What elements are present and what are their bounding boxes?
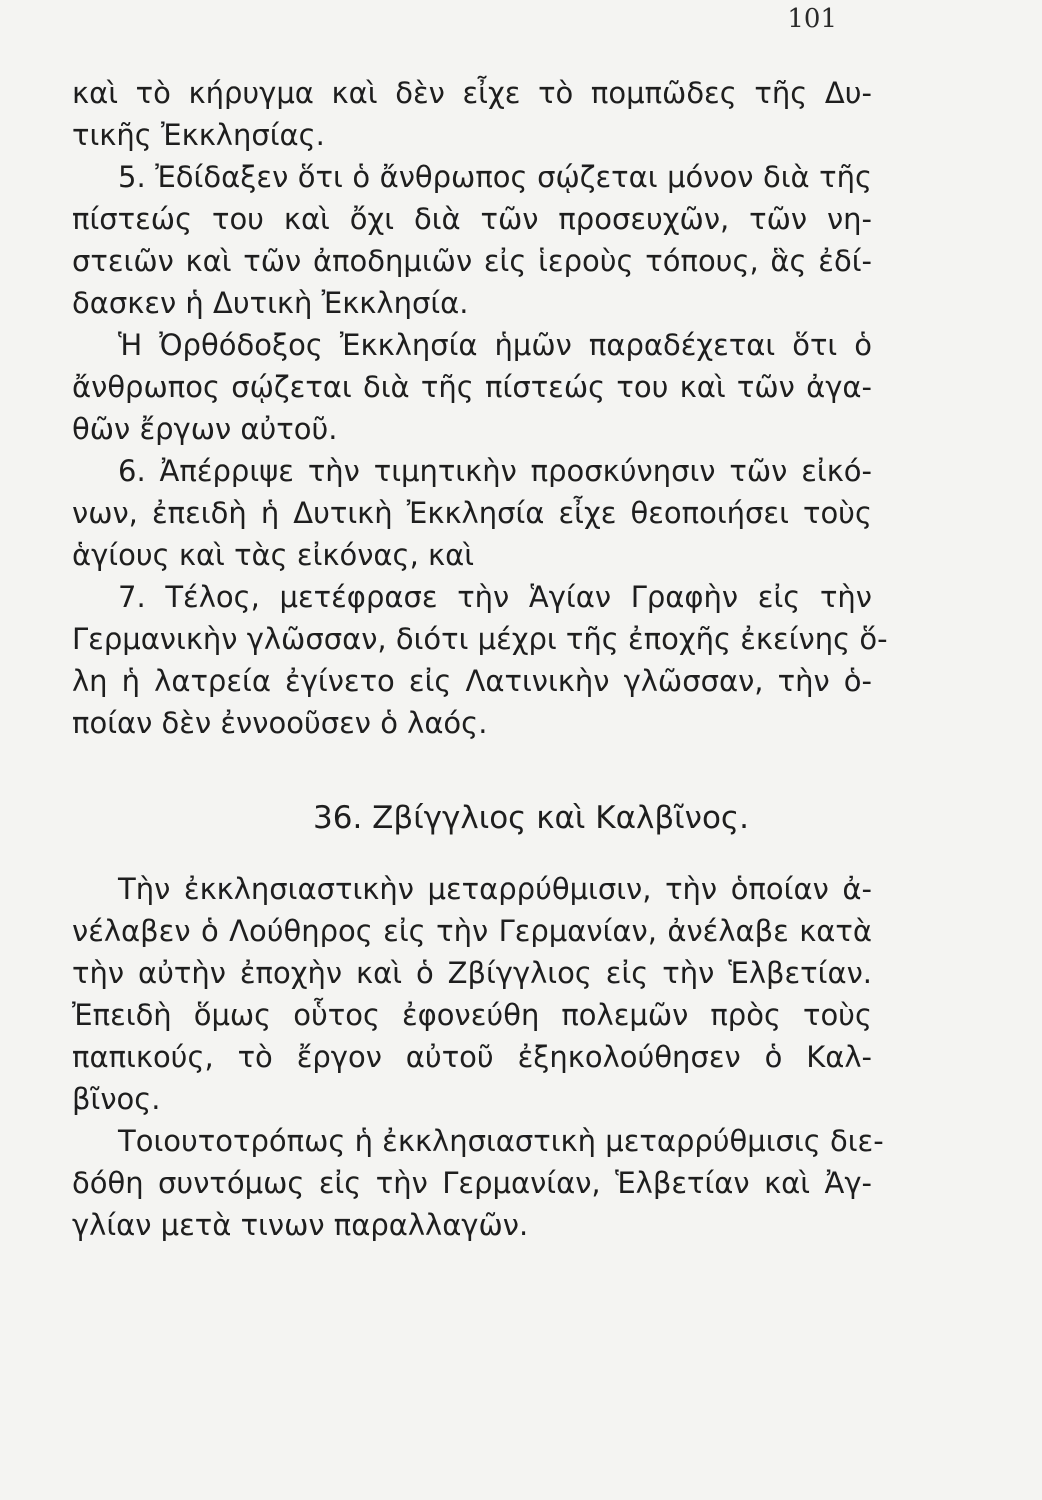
text-line: στειῶν καὶ τῶν ἀποδημιῶν εἰς ἱεροὺς τόπους, ἃς ἐδί- [72, 244, 872, 278]
text-line: Ἡ Ὀρθόδοξος Ἐκκλησία ἡμῶν παραδέχεται ὅτι ὁ [118, 328, 872, 362]
text-line: γλίαν μετὰ τινων παραλλαγῶν. [72, 1208, 529, 1242]
text-line: Γερμανικὴν γλῶσσαν, διότι μέχρι τῆς ἐποχῆς ἐκείνης ὅ- [72, 622, 888, 656]
text-line: λη ἡ λατρεία ἐγίνετο εἰς Λατινικὴν γλῶσσαν, τὴν ὁ- [72, 664, 872, 698]
text-line: τὴν αὐτὴν ἐποχὴν καὶ ὁ Ζβίγγλιος εἰς τὴν Ἑλβετίαν. [72, 956, 872, 990]
text-line: 5. Ἐδίδαξεν ὅτι ὁ ἄνθρωπος σῴζεται μόνον διὰ τῆς [118, 160, 872, 194]
text-line: Τοιουτοτρόπως ἡ ἐκκλησιαστικὴ μεταρρύθμισις διε- [118, 1124, 884, 1158]
text-line: δόθη συντόμως εἰς τὴν Γερμανίαν, Ἑλβετίαν καὶ Ἀγ- [72, 1166, 872, 1200]
text-line: ἁγίους καὶ τὰς εἰκόνας, καὶ [72, 538, 475, 572]
text-line: δασκεν ἡ Δυτικὴ Ἐκκλησία. [72, 286, 469, 320]
text-line: νέλαβεν ὁ Λούθηρος εἰς τὴν Γερμανίαν, ἀνέλαβε κατὰ [72, 914, 872, 948]
text-line: θῶν ἔργων αὐτοῦ. [72, 412, 338, 446]
bottom-text-block [72, 868, 884, 1246]
section-heading [0, 798, 1042, 838]
text-line: τικῆς Ἐκκλησίας. [72, 118, 325, 152]
text-line: ποίαν δὲν ἐννοοῦσεν ὁ λαός. [72, 706, 488, 740]
text-line: καὶ τὸ κήρυγμα καὶ δὲν εἶχε τὸ πομπῶδες τῆς Δυ- [72, 76, 872, 110]
text-line: πίστεώς του καὶ ὄχι διὰ τῶν προσευχῶν, τῶν νη- [72, 202, 872, 236]
text-line: Τὴν ἐκκλησιαστικὴν μεταρρύθμισιν, τὴν ὁποίαν ἀ- [118, 872, 872, 906]
text-line: 7. Τέλος, μετέφρασε τὴν Ἁγίαν Γραφὴν εἰς τὴν [118, 580, 872, 614]
page-number: 101 [787, 4, 837, 34]
text-line: 6. Ἀπέρριψε τὴν τιμητικὴν προσκύνησιν τῶν εἰκό- [118, 454, 872, 488]
text-line: παπικούς, τὸ ἔργον αὐτοῦ ἐξηκολούθησεν ὁ Καλ- [72, 1040, 872, 1074]
section-title: 36. Ζβίγγλιος καὶ Καλβῖνος. [313, 800, 749, 836]
top-text-block [72, 72, 888, 744]
text-line: νων, ἐπειδὴ ἡ Δυτικὴ Ἐκκλησία εἶχε θεοποιήσει τοὺς [72, 496, 872, 530]
text-line: βῖνος. [72, 1082, 161, 1116]
text-line: Ἐπειδὴ ὅμως οὗτος ἐφονεύθη πολεμῶν πρὸς τοὺς [72, 998, 872, 1032]
text-line: ἄνθρωπος σῴζεται διὰ τῆς πίστεώς του καὶ τῶν ἀγα- [72, 370, 872, 404]
